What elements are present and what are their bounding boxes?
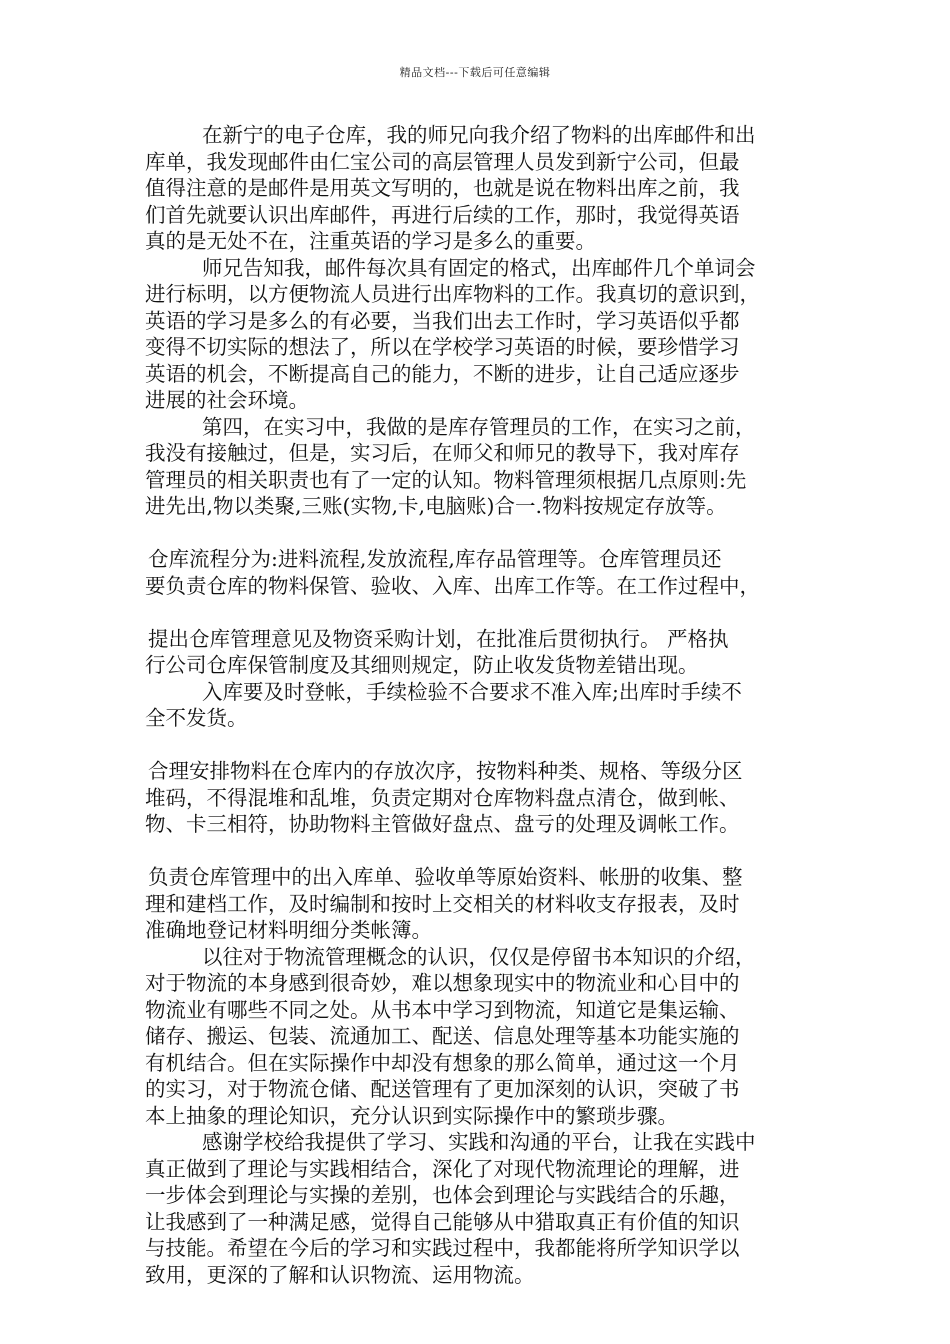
blank-line bbox=[145, 838, 810, 865]
text-line: 物、卡三相符，协助物料主管做好盘点、盘亏的处理及调帐工作。 bbox=[145, 812, 740, 836]
text-line: 理和建档工作，及时编制和按时上交相关的材料收支存报表，及时 bbox=[145, 891, 740, 916]
text-line: 师兄告知我，邮件每次具有固定的格式，出库邮件几个单词会 bbox=[202, 255, 756, 280]
text-line: 感谢学校给我提供了学习、实践和沟通的平台，让我在实践中 bbox=[202, 1130, 756, 1154]
paragraph bbox=[145, 758, 810, 838]
text-line: 仓库流程分为:进料流程,发放流程,库存品管理等。仓库管理员还 bbox=[148, 547, 722, 571]
text-line: 致用，更深的了解和认识物流、运用物流。 bbox=[145, 1262, 535, 1287]
text-line: 全不发货。 bbox=[145, 706, 248, 730]
text-line: 以往对于物流管理概念的认识，仅仅是停留书本知识的介绍， bbox=[202, 944, 756, 969]
text-line: 管理员的相关职责也有了一定的认知。物料管理须根据几点原则:先 bbox=[145, 467, 747, 492]
text-line: 真的是无处不在，注重英语的学习是多么的重要。 bbox=[145, 229, 596, 253]
document-body bbox=[145, 122, 810, 1288]
blank-line bbox=[145, 599, 810, 626]
paragraph bbox=[145, 546, 810, 599]
text-line: 第四，在实习中，我做的是库存管理员的工作，在实习之前， bbox=[202, 414, 756, 439]
text-line: 堆码，不得混堆和乱堆，负责定期对仓库物料盘点清仓，做到帐、 bbox=[145, 785, 740, 810]
text-line: 合理安排物料在仓库内的存放次序，按物料种类、规格、等级分区 bbox=[148, 759, 743, 783]
text-line: 变得不切实际的想法了，所以在学校学习英语的时候，要珍惜学习 bbox=[145, 335, 740, 359]
text-line: 的实习，对于物流仓储、配送管理有了更加深刻的认识，突破了书 bbox=[145, 1077, 740, 1101]
text-line: 提出仓库管理意见及物资采购计划，在批准后贯彻执行。 严格执 bbox=[148, 626, 729, 651]
text-line: 英语的学习是多么的有必要，当我们出去工作时，学习英语似乎都 bbox=[145, 308, 740, 333]
text-line: 一步体会到理论与实操的差别，也体会到理论与实践结合的乐趣， bbox=[145, 1183, 740, 1207]
paragraph bbox=[145, 1129, 810, 1288]
text-line: 我没有接触过，但是，实习后，在师父和师兄的教导下，我对库存 bbox=[145, 441, 740, 465]
text-line: 负责仓库管理中的出入库单、验收单等原始资料、帐册的收集、整 bbox=[148, 865, 743, 889]
paragraph bbox=[145, 414, 810, 520]
blank-line bbox=[145, 732, 810, 759]
text-line: 让我感到了一种满足感，觉得自己能够从中猎取真正有价值的知识 bbox=[145, 1209, 740, 1234]
text-line: 要负责仓库的物料保管、验收、入库、出库工作等。在工作过程中， bbox=[145, 573, 760, 598]
text-line: 物流业有哪些不同之处。从书本中学习到物流，知道它是集运输、 bbox=[145, 997, 740, 1022]
text-line: 入库要及时登帐，手续检验不合要求不准入库;出库时手续不 bbox=[202, 679, 742, 704]
text-line: 们首先就要认识出库邮件，再进行后续的工作，那时，我觉得英语 bbox=[145, 202, 740, 227]
text-line: 值得注意的是邮件是用英文写明的，也就是说在物料出库之前，我 bbox=[145, 176, 740, 200]
text-line: 真正做到了理论与实践相结合，深化了对现代物流理论的理解，进 bbox=[145, 1156, 740, 1181]
text-line: 进展的社会环境。 bbox=[145, 388, 309, 412]
text-line: 英语的机会，不断提高自己的能力，不断的进步，让自己适应逐步 bbox=[145, 361, 740, 386]
paragraph bbox=[145, 679, 810, 732]
text-line: 储存、搬运、包装、流通加工、配送、信息处理等基本功能实施的 bbox=[145, 1024, 740, 1048]
text-line: 进行标明，以方便物流人员进行出库物料的工作。我真切的意识到， bbox=[145, 282, 760, 306]
paragraph bbox=[145, 255, 810, 414]
text-line: 有机结合。但在实际操作中却没有想象的那么简单，通过这一个月 bbox=[145, 1050, 740, 1075]
text-line: 在新宁的电子仓库，我的师兄向我介绍了物料的出库邮件和出 bbox=[202, 123, 756, 147]
paragraph bbox=[145, 122, 810, 255]
text-line: 与技能。希望在今后的学习和实践过程中，我都能将所学知识学以 bbox=[145, 1236, 740, 1260]
text-line: 本上抽象的理论知识，充分认识到实际操作中的繁琐步骤。 bbox=[145, 1103, 678, 1128]
page-header: 精品文档---下载后可任意编辑 bbox=[399, 66, 551, 79]
paragraph bbox=[145, 944, 810, 1130]
text-line: 对于物流的本身感到很奇妙，难以想象现实中的物流业和心目中的 bbox=[145, 971, 740, 995]
blank-line bbox=[145, 520, 810, 547]
text-line: 行公司仓库保管制度及其细则规定，防止收发货物差错出现。 bbox=[145, 653, 699, 677]
text-line: 库单，我发现邮件由仁宝公司的高层管理人员发到新宁公司，但最 bbox=[145, 149, 740, 174]
text-line: 进先出,物以类聚,三账(实物,卡,电脑账)合一.物料按规定存放等。 bbox=[145, 494, 727, 518]
paragraph bbox=[145, 864, 810, 944]
text-line: 准确地登记材料明细分类帐簿。 bbox=[145, 918, 432, 942]
paragraph bbox=[145, 626, 810, 679]
